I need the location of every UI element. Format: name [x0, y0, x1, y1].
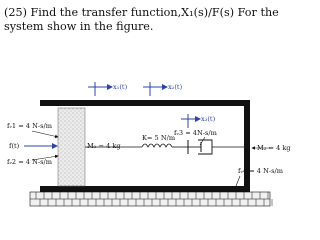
x3-label: x₃(t) — [201, 115, 216, 123]
x2-label: x₂(t) — [168, 83, 183, 91]
force-label: f(t) — [9, 142, 20, 150]
displacement-x1-indicator — [88, 82, 128, 96]
mass-m1-label: M₁ = 4 kg — [87, 142, 121, 150]
mass-m2-label: M₂ = 4 kg — [257, 144, 291, 152]
spring-label: K= 5 N/m — [142, 134, 176, 142]
damper-fv3 — [188, 140, 244, 154]
mass-m1-block — [58, 108, 85, 186]
fv1-leader — [32, 131, 58, 137]
ground — [30, 192, 272, 206]
question-text: (25) Find the transfer function,X₁(s)/F(s) For the system show in the figure. — [4, 6, 279, 33]
x1-label: x₁(t) — [113, 83, 128, 91]
fv2-label: fᵥ2 = 4 N-s/m — [7, 158, 52, 166]
fv4-leader — [236, 176, 240, 186]
fv4-label: fᵥ4 = 4 N-s/m — [238, 167, 283, 175]
fv1-label: fᵥ1 = 4 N-s/m — [7, 122, 52, 130]
fv3-label: fᵥ3 = 4N-s/m — [174, 129, 217, 137]
displacement-x2-indicator — [143, 82, 183, 96]
displacement-x3-indicator — [181, 114, 216, 128]
